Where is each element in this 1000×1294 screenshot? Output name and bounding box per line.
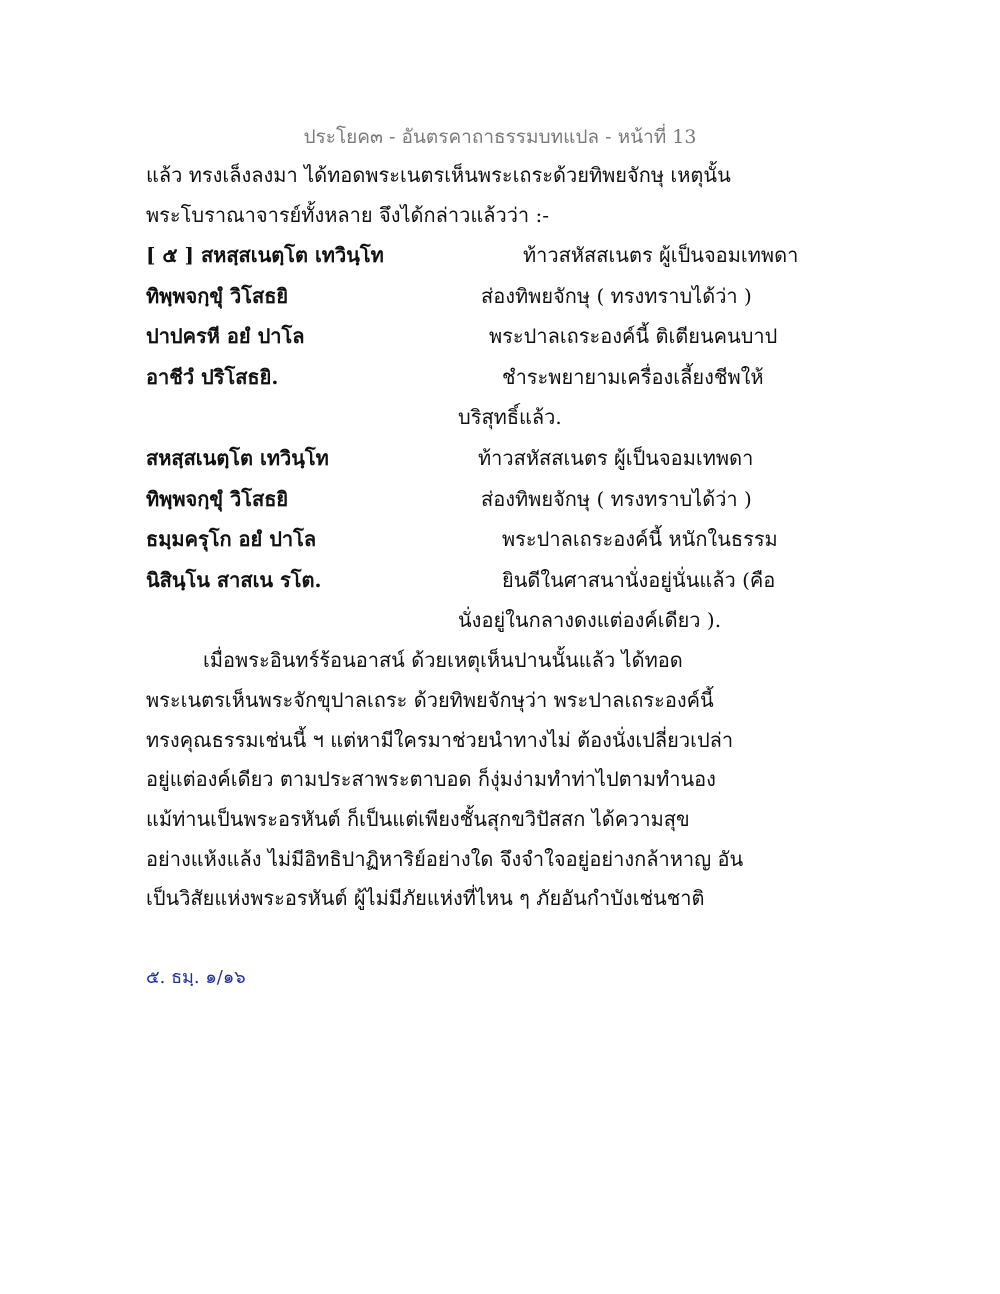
- body-line-2: พระเนตรเห็นพระจักขุปาลเถระ ด้วยทิพยจักษุว่า พระปาลเถระองค์นี้: [146, 688, 714, 712]
- footnote: ๕. ธมฺ. ๑/๑๖: [146, 967, 246, 988]
- verse-pali-8: นิสินฺโน สาสเน รโต.: [146, 568, 322, 592]
- verse-pali-5: สหสฺสเนตฺโต เทวินฺโท: [146, 446, 329, 470]
- verse-thai-8-cont: นั่งอยู่ในกลางดงแต่องค์เดียว ).: [458, 608, 722, 632]
- verse-thai-8: ยินดีในศาสนานั่งอยู่นั่นแล้ว (คือ: [502, 568, 776, 592]
- verse-pali-3: ปาปครหี อยํ ปาโล: [146, 324, 305, 348]
- verse-thai-3: พระปาลเถระองค์นี้ ติเตียนคนบาป: [489, 324, 778, 348]
- body-line-6: อย่างแห้งแล้ง ไม่มีอิทธิปาฏิหาริย์อย่างใด จึงจำใจอยู่อย่างกล้าหาญ อัน: [146, 847, 744, 871]
- verse-pali-6: ทิพฺพจกฺขุํ วิโสธยิ: [146, 487, 289, 511]
- body-line-3: ทรงคุณธรรมเช่นนี้ ฯ แต่หามีใครมาช่วยนำทางไม่ ต้องนั่งเปลี่ยวเปล่า: [146, 728, 734, 752]
- body-line-4: อยู่แต่องค์เดียว ตามประสาพระตาบอด ก็งุ่มง่ามทำท่าไปตามทำนอง: [146, 767, 716, 791]
- intro-line-1: แล้ว ทรงเล็งลงมา ได้ทอดพระเนตรเห็นพระเถระด้วยทิพยจักษุ เหตุนั้น: [146, 163, 731, 187]
- verse-thai-6: ส่องทิพยจักษุ ( ทรงทราบได้ว่า ): [481, 487, 752, 511]
- verse-thai-1: ท้าวสหัสสเนตร ผู้เป็นจอมเทพดา: [523, 243, 799, 267]
- verse-thai-2: ส่องทิพยจักษุ ( ทรงทราบได้ว่า ): [481, 284, 752, 308]
- body-line-1: เมื่อพระอินทร์ร้อนอาสน์ ด้วยเหตุเห็นปานนั้นแล้ว ได้ทอด: [203, 648, 683, 672]
- verse-thai-4: ชำระพยายามเครื่องเลี้ยงชีพให้: [502, 365, 764, 389]
- verse-pali-4: อาชีวํ ปริโสธยิ.: [146, 365, 279, 389]
- page-header: ประโยค๓ - อันตรคาถาธรรมบทแปล - หน้าที่ 13: [303, 126, 697, 148]
- verse-thai-7: พระปาลเถระองค์นี้ หนักในธรรม: [502, 527, 778, 551]
- verse-thai-4-cont: บริสุทธิ์แล้ว.: [458, 405, 562, 429]
- verse-pali-7: ธมฺมครุโก อยํ ปาโล: [146, 527, 317, 551]
- body-line-7: เป็นวิสัยแห่งพระอรหันต์ ผู้ไม่มีภัยแห่งที่ไหน ๆ ภัยอันกำบังเช่นชาติ: [146, 886, 705, 910]
- intro-line-2: พระโบราณาจารย์ทั้งหลาย จึงได้กล่าวแล้วว่า :-: [146, 203, 550, 227]
- verse-pali-2: ทิพฺพจกฺขุํ วิโสธยิ: [146, 284, 289, 308]
- body-line-5: แม้ท่านเป็นพระอรหันต์ ก็เป็นแต่เพียงชั้นสุกขวิปัสสก ได้ความสุข: [146, 807, 690, 831]
- verse-pali-1: [ ๕ ] สหสฺสเนตฺโต เทวินฺโท: [146, 243, 384, 267]
- verse-thai-5: ท้าวสหัสสเนตร ผู้เป็นจอมเทพดา: [478, 446, 754, 470]
